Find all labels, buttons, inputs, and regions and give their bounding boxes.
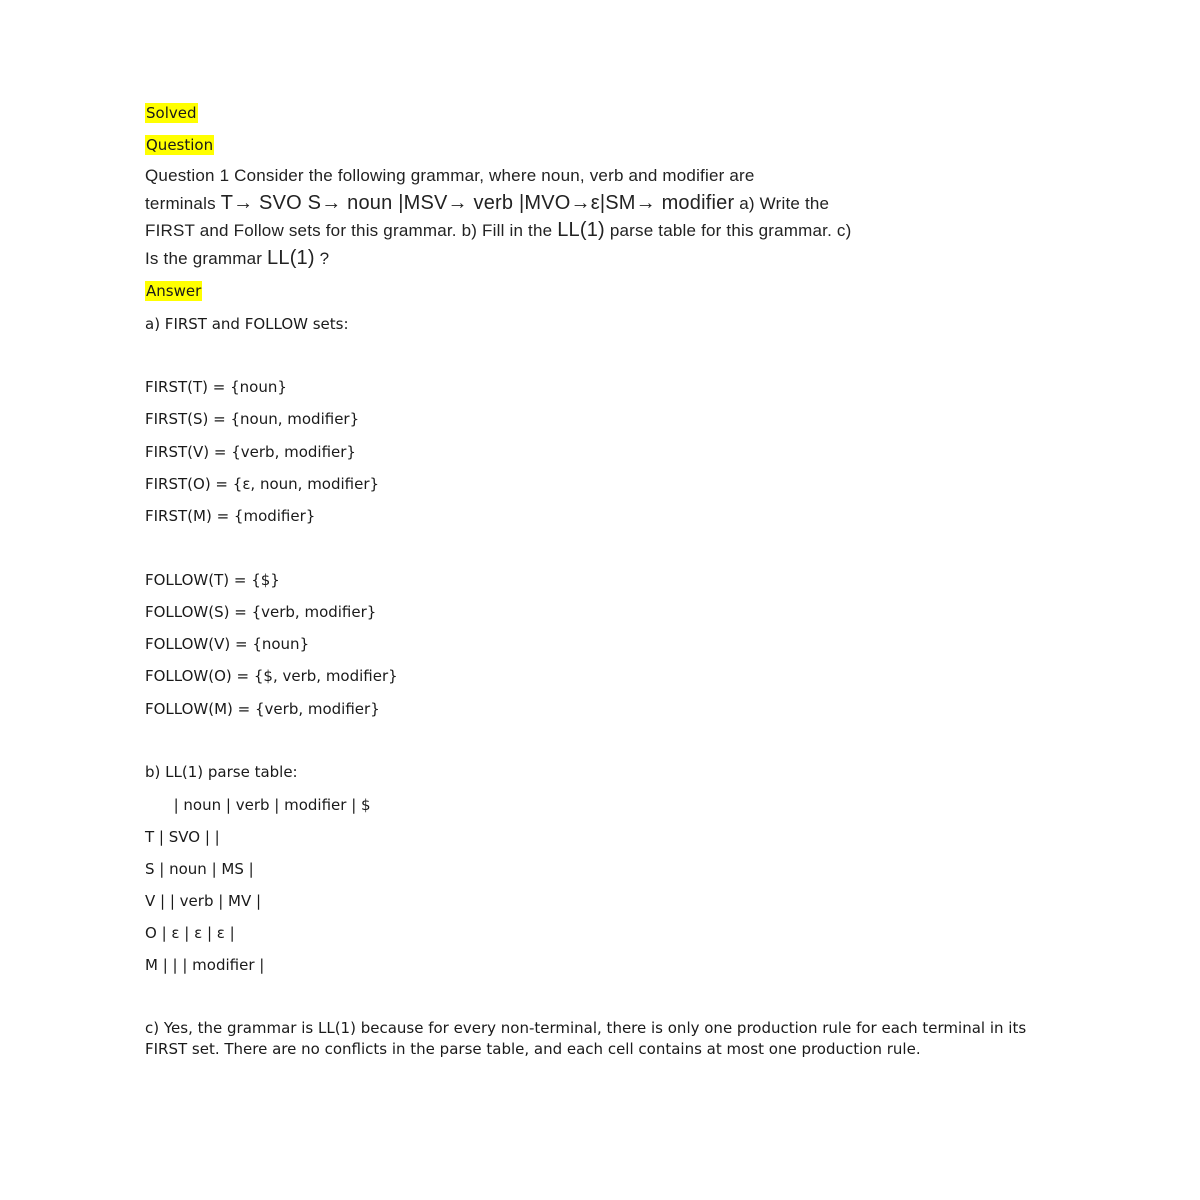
part-a-heading: a) FIRST and FOLLOW sets: [145, 315, 349, 333]
follow-set-line: FOLLOW(O) = {$, verb, modifier} [145, 667, 398, 685]
question-line-1: Question 1 Consider the following grammar, where noun, verb and modifier are [145, 166, 755, 185]
question-line-3: FIRST and Follow sets for this grammar. b) Fill in the LL(1) parse table for this grammar. c) [145, 219, 852, 241]
parse-table-row: S | noun | MS | [145, 860, 254, 878]
parse-table-row: T | SVO | | [145, 828, 220, 846]
follow-set-line: FOLLOW(S) = {verb, modifier} [145, 603, 377, 621]
parse-table-row: V | | verb | MV | [145, 892, 262, 910]
parse-table-header: | noun | verb | modifier | $ [145, 796, 371, 814]
follow-set-line: FOLLOW(V) = {noun} [145, 635, 310, 653]
first-set-line: FIRST(M) = {modifier} [145, 507, 316, 525]
grammar-productions: T→ SVO S→ noun |MSV→ verb |MVO→ε|SM→ modifier [220, 191, 735, 214]
question-line-4: Is the grammar LL(1) ? [145, 246, 330, 269]
part-b-heading: b) LL(1) parse table: [145, 763, 298, 781]
parse-table-row: O | ε | ε | ε | [145, 924, 235, 942]
first-set-line: FIRST(S) = {noun, modifier} [145, 410, 360, 428]
solved-label: Solved [146, 104, 197, 122]
answer-label: Answer [146, 282, 202, 300]
question-text [145, 162, 1045, 272]
question-line-2: terminals T→ SVO S→ noun |MSV→ verb |MVO→ε|SM→ modifier a) Write the [145, 191, 830, 214]
first-set-line: FIRST(T) = {noun} [145, 378, 287, 396]
follow-set-line: FOLLOW(T) = {$} [145, 571, 280, 589]
first-set-line: FIRST(O) = {ε, noun, modifier} [145, 475, 380, 493]
question-label: Question [146, 136, 214, 154]
parse-table-row: M | | | modifier | [145, 956, 265, 974]
first-set-line: FIRST(V) = {verb, modifier} [145, 443, 356, 461]
part-c-answer: c) Yes, the grammar is LL(1) because for every non-terminal, there is only one production rule for each terminal in its FIRST set. There are no conflicts in the parse table, and each cell contains at most one production rule. [145, 1019, 1027, 1058]
follow-set-line: FOLLOW(M) = {verb, modifier} [145, 700, 380, 718]
